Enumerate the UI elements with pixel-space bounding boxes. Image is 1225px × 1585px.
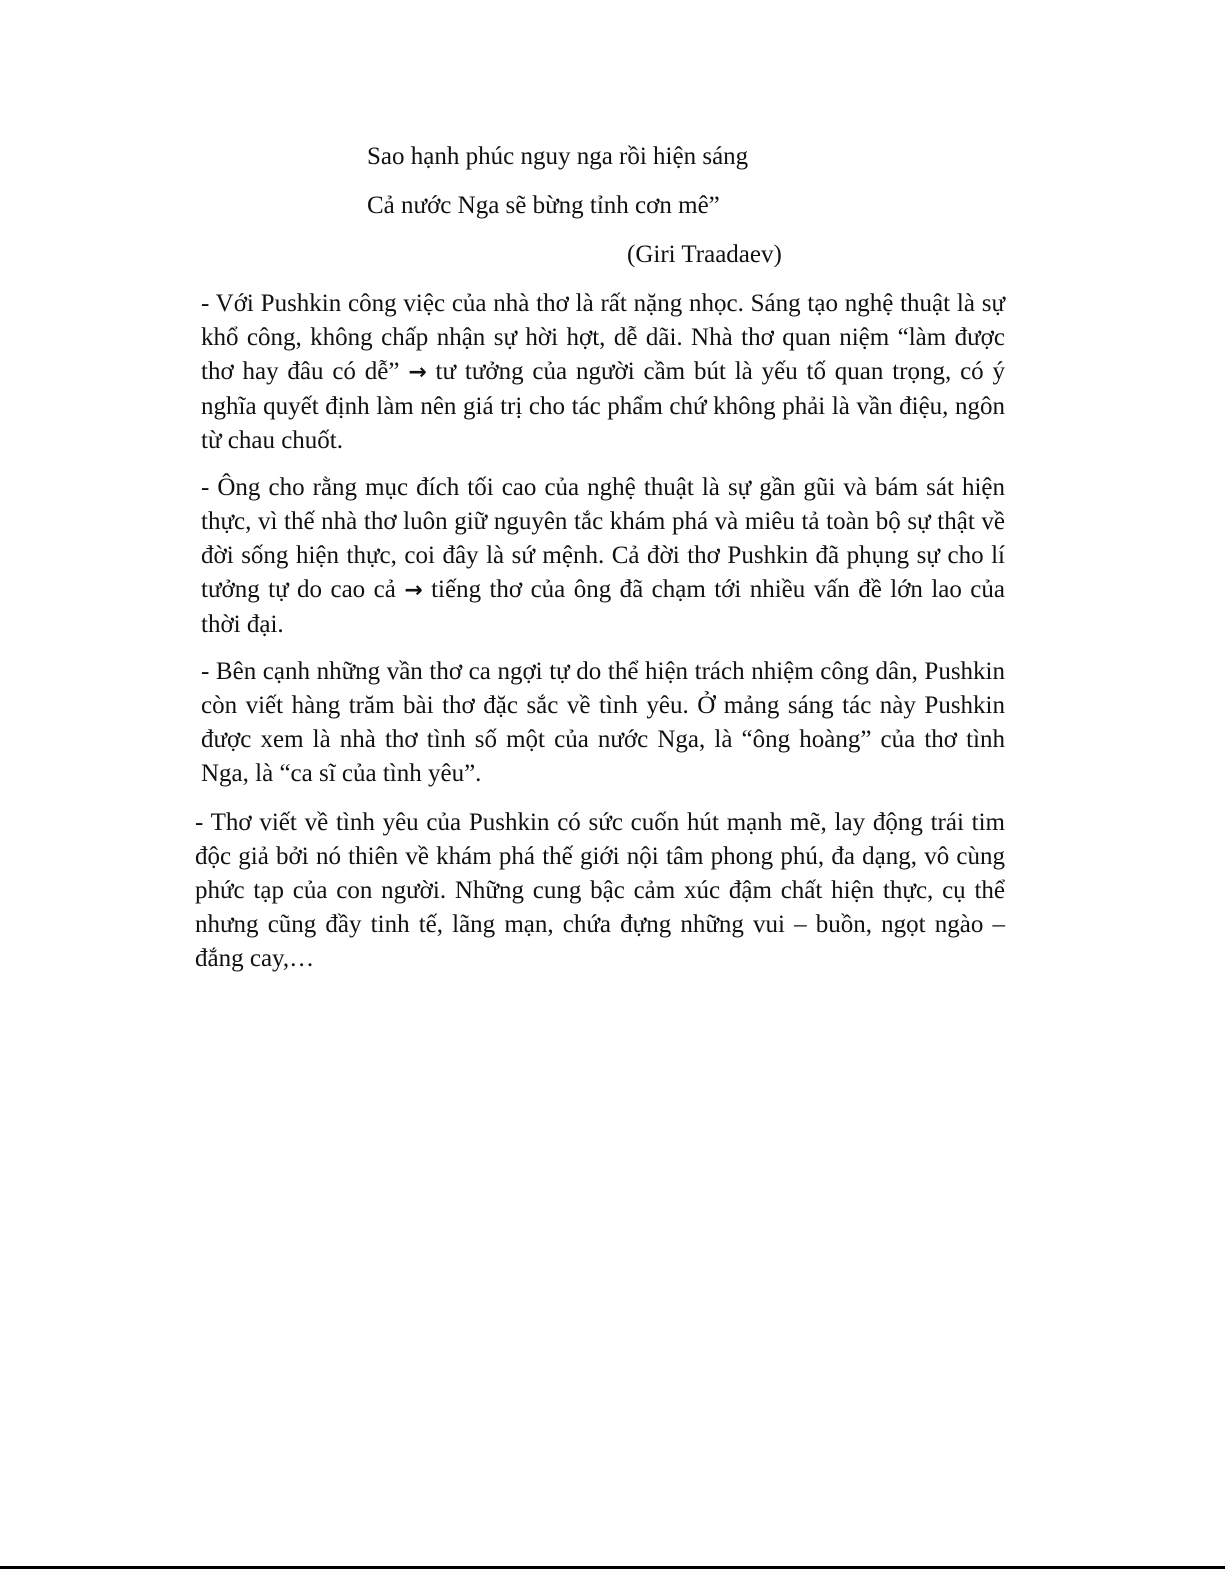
poem-line-1: Sao hạnh phúc nguy nga rồi hiện sáng <box>367 143 749 170</box>
paragraph-1-text-a: - Với Pushkin công việc của nhà thơ là rất nặng nhọc. Sáng tạo nghệ thuật là sự khổ công, không chấp nhận sự hời hợt, dễ dãi. Nhà thơ quan niệm “làm được thơ hay đâu có dễ” <box>201 290 1005 385</box>
poem-line-2: Cả nước Nga sẽ bừng tỉnh cơn mê” <box>367 192 720 219</box>
paragraph-2 <box>201 471 1005 642</box>
poem-attribution: (Giri Traadaev) <box>627 241 782 268</box>
page-bottom-border <box>0 1566 1225 1569</box>
paragraph-4: - Thơ viết về tình yêu của Pushkin có sức cuốn hút mạnh mẽ, lay động trái tim độc giả bởi nó thiên về khám phá thế giới nội tâm phong phú, đa dạng, vô cùng phức tạp của con người. Những cung bậc cảm xúc đậm chất hiện thực, cụ thể nhưng cũng đầy tinh tế, lãng mạn, chứa đựng những vui – buồn, ngọt ngào – đắng cay,… <box>195 809 1005 972</box>
right-arrow-icon: → <box>408 360 427 385</box>
paragraph-1 <box>201 287 1005 458</box>
paragraph-2-text-a: - Ông cho rằng mục đích tối cao của nghệ thuật là sự gần gũi và bám sát hiện thực, vì thế nhà thơ luôn giữ nguyên tắc khám phá và miêu tả toàn bộ sự thật về đời sống hiện thực, coi đây là sứ mệnh. Cả đời thơ Pushkin đã phụng sự cho lí tưởng tự do cao cả <box>201 474 1005 603</box>
right-arrow-icon: → <box>404 578 423 603</box>
paragraph-3: - Bên cạnh những vần thơ ca ngợi tự do thể hiện trách nhiệm công dân, Pushkin còn viết hàng trăm bài thơ đặc sắc về tình yêu. Ở mảng sáng tác này Pushkin được xem là nhà thơ tình số một của nước Nga, là “ông hoàng” của thơ tình Nga, là “ca sĩ của tình yêu”. <box>201 658 1005 787</box>
paragraph-1-text-b: tư tưởng của người cầm bút là yếu tố quan trọng, có ý nghĩa quyết định làm nên giá trị cho tác phẩm chứ không phải là vần điệu, ngôn từ chau chuốt. <box>201 358 1005 454</box>
paragraph-2-text-b: tiếng thơ của ông đã chạm tới nhiều vấn đề lớn lao của thời đại. <box>201 576 1005 638</box>
